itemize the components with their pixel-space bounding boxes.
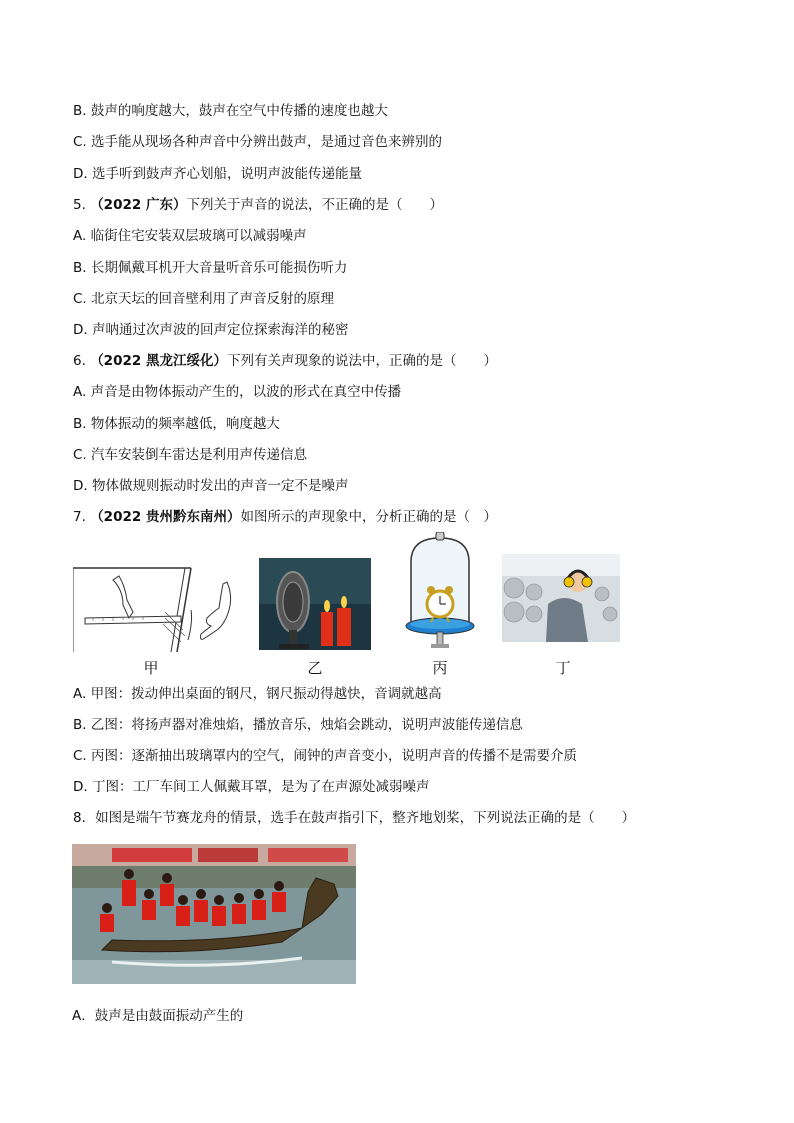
- option-d-q5: D. 声呐通过次声波的回声定位探索海洋的秘密: [73, 322, 349, 338]
- option-b-q5: B. 长期佩戴耳机开大音量听音乐可能损伤听力: [73, 260, 348, 276]
- question-source: （2022 广东）: [90, 197, 187, 213]
- option-b-q6: B. 物体振动的频率越低，响度越大: [73, 416, 280, 432]
- option-c-q5: C. 北京天坛的回音壁利用了声音反射的原理: [73, 291, 335, 307]
- factory-worker-figure: [502, 554, 620, 642]
- question-number: 5.: [73, 197, 86, 213]
- question-number: 7.: [73, 509, 86, 525]
- hand-figure: [193, 580, 237, 646]
- option-c-q6: C. 汽车安装倒车雷达是利用声传递信息: [73, 447, 308, 463]
- question-number: 6.: [73, 353, 86, 369]
- option-a-q8: A．鼓声是由鼓面振动产生的: [72, 1008, 244, 1024]
- question-stem: 下列有关声现象的说法中，正确的是（ ）: [226, 353, 497, 369]
- question-source: （2022 贵州黔东南州）: [90, 509, 241, 525]
- question-stem: 下列关于声音的说法，不正确的是（ ）: [186, 197, 443, 213]
- question-5: [73, 196, 443, 214]
- question-8: 8．如图是端午节赛龙舟的情景，选手在鼓声指引下，整齐地划桨，下列说法正确的是（ ）: [73, 810, 636, 826]
- option-a-q6: A. 声音是由物体振动产生的，以波的形式在真空中传播: [73, 384, 402, 400]
- ruler-table-figure: [73, 560, 193, 652]
- option-d-q4: D. 选手听到鼓声齐心划船，说明声波能传递能量: [73, 166, 362, 182]
- option-c-q7: C. 丙图：逐渐抽出玻璃罩内的空气，闹钟的声音变小，说明声音的传播不是需要介质: [73, 748, 578, 764]
- option-b-q4: B. 鼓声的响度越大，鼓声在空气中传播的速度也越大: [73, 103, 388, 119]
- question-stem: 如图所示的声现象中，分析正确的是（ ）: [240, 509, 497, 525]
- caption-ding: 丁: [555, 659, 571, 677]
- option-d-q6: D. 物体做规则振动时发出的声音一定不是噪声: [73, 478, 349, 494]
- dragon-boat-photo: [72, 844, 356, 984]
- option-b-q7: B. 乙图：将扬声器对准烛焰，播放音乐，烛焰会跳动，说明声波能传递信息: [73, 717, 523, 733]
- caption-jia: 甲: [143, 659, 159, 677]
- option-c-q4: C. 选手能从现场各种声音中分辨出鼓声，是通过音色来辨别的: [73, 134, 443, 150]
- caption-yi: 乙: [307, 659, 323, 677]
- bell-jar-figure: [403, 532, 477, 656]
- option-a-q7: A. 甲图：拨动伸出桌面的钢尺，钢尺振动得越快，音调就越高: [73, 686, 442, 702]
- speaker-candle-figure: [259, 558, 371, 650]
- question-7: [73, 508, 497, 526]
- option-d-q7: D. 丁图：工厂车间工人佩戴耳罩，是为了在声源处减弱噪声: [73, 779, 430, 795]
- question-source: （2022 黑龙江绥化）: [90, 353, 227, 369]
- caption-bing: 丙: [432, 659, 448, 677]
- option-a-q5: A. 临街住宅安装双层玻璃可以减弱噪声: [73, 228, 307, 244]
- question-6: [73, 352, 497, 370]
